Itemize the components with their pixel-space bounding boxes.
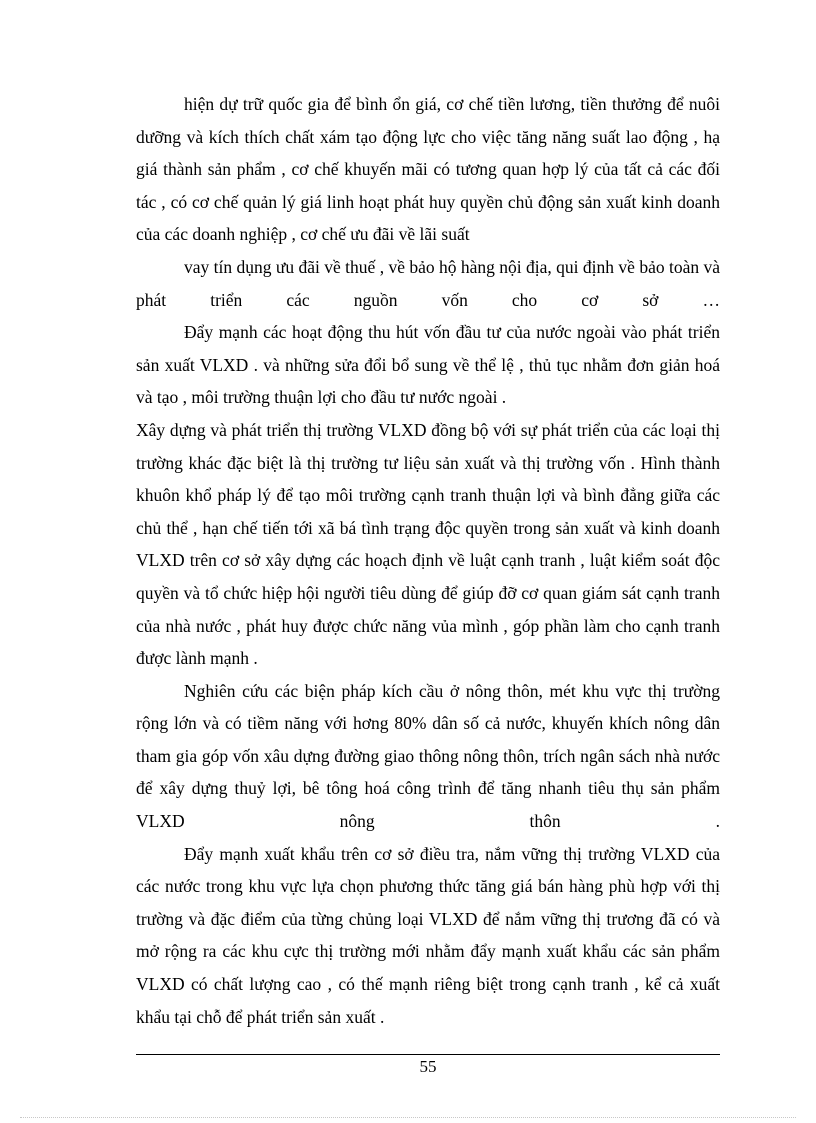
page-number: 55 — [419, 1057, 437, 1076]
document-body — [136, 88, 720, 1033]
paragraph-credit-incentives: vay tín dụng ưu đãi về thuế , về bảo hộ hàng nội địa, qui định về bảo toàn và phát triển các nguồn vốn cho cơ sở … — [136, 256, 720, 310]
page-bottom-edge — [20, 1117, 796, 1118]
paragraph-foreign-investment: Đẩy mạnh các hoạt động thu hút vốn đầu tư của nước ngoài vào phát triển sản xuất VLXD . và những sửa đổi bổ sung về thể lệ , thủ tục nhằm đơn giản hoá và tạo , môi trường thuận lợi cho đầu tư nước ngoài . — [136, 322, 720, 408]
paragraph-rural-demand: Nghiên cứu các biện pháp kích cầu ở nông thôn, mét khu vực thị trường rộng lớn và có tiềm năng với hơng 80% dân số cả nước, khuyến khích nông dân tham gia góp vốn xâu dựng đường giao thông nông thôn, trích ngân sách nhà nước để xây dựng thuỷ lợi, bê tông hoá công trình để tăng nhanh tiêu thụ sản phẩm VLXD nông thôn . — [136, 680, 720, 832]
paragraph-market-development: Xây dựng và phát triển thị trường VLXD đồng bộ với sự phát triển của các loại thị trường khác đặc biệt là thị trường tư liệu sản xuất và thị trường vốn . Hình thành khuôn khổ pháp lý để tạo môi trường cạnh tranh thuận lợi và bình đẳng giữa các chủ thể , hạn chế tiến tới xã bá tình trạng độc quyền trong sản xuất và kinh doanh VLXD trên cơ sở xây dựng các hoạch định về luật cạnh tranh , luật kiểm soát độc quyền và tổ chức hiệp hội người tiêu dùng để giúp đỡ cơ quan giám sát cạnh tranh của nhà nước , phát huy được chức năng vủa mình , góp phần làm cho cạnh tranh được lành mạnh . — [136, 419, 720, 669]
paragraph-export-promotion: Đẩy mạnh xuất khẩu trên cơ sở điều tra, nắm vững thị trường VLXD của các nước trong khu vực lựa chọn phương thức tăng giá bán hàng phù hợp với thị trường và đặc điểm của từng chủng loại VLXD để nắm vững thị trương đã có và mở rộng ra các khu cực thị trường mới nhằm đẩy mạnh xuất khẩu các sản phẩm VLXD có chất lượng cao , có thế mạnh riêng biệt trong cạnh tranh , kể cả xuất khẩu tại chỗ để phát triển sản xuất . — [136, 843, 720, 1027]
paragraph-continuation: hiện dự trữ quốc gia để bình ổn giá, cơ chế tiền lương, tiền thưởng để nuôi dưỡng và kích thích chất xám tạo động lực cho việc tăng năng suất lao động , hạ giá thành sản phẩm , cơ chế khuyến mãi có tương quan hợp lý của tất cả các đối tác , có cơ chế quản lý giá linh hoạt phát huy quyền chủ động sản xuất kinh doanh của các doanh nghiệp , cơ chế ưu đãi về lãi suất — [136, 94, 720, 245]
footer-divider — [136, 1054, 720, 1055]
